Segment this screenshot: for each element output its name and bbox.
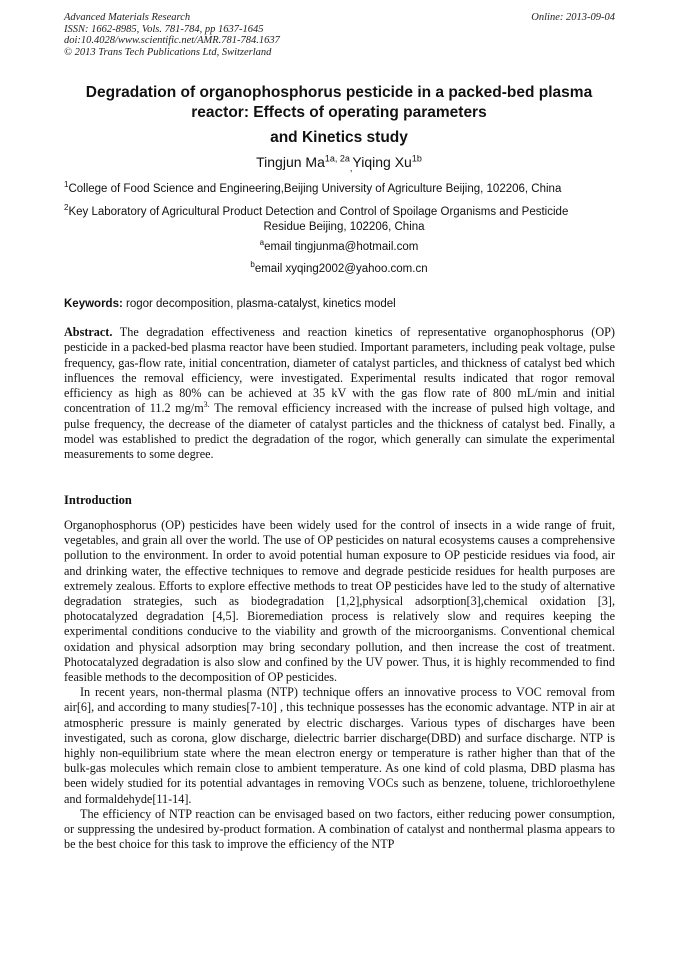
affiliation-1-text: College of Food Science and Engineering,Beijing University of Agriculture Beijing, 102206, China [68,183,562,195]
email-1 [0,238,678,253]
email-1-mark: a [259,238,265,248]
author-2: Yiqing Xu [352,154,412,170]
journal-name: Advanced Materials Research [64,12,191,23]
email-1-text[interactable]: email tingjunma@hotmail.com [264,241,419,253]
affiliation-2-line-2: Residue Beijing, 102206, China [263,221,425,233]
abstract-text-1: The degradation effectiveness and reaction kinetics of representative organophosphorus (OP) pesticide in a packed-bed plasma reactor have been studied. Important parameters, including peak voltage, pulse frequency, gas-flow rate, initial concentration, diameter of catalyst particles, and thickness of catalyst bed which influences the removal efficiency, were investigated. Experimental results indicated that rogor removal efficiency as high as 80% can be achieved at 35 kV with the gas flow rate of 800 mL/min and initial concentration of 11.2 mg/m [64,325,615,416]
affiliation-2 [64,205,624,235]
copyright-line: © 2013 Trans Tech Publications Ltd, Switzerland [64,46,272,58]
introduction-heading: Introduction [64,493,132,507]
email-2 [0,260,678,275]
paper-title [40,83,638,148]
email-2-text[interactable]: email xyqing2002@yahoo.com.cn [254,263,428,275]
abstract-superscript: 3. [203,400,210,410]
keywords-label: Keywords: [64,298,123,310]
title-line-2: reactor: Effects of operating parameters [191,103,487,121]
affiliation-1-mark: 1 [64,180,69,190]
author-1: Tingjun Ma [256,154,325,170]
author-separator: , [349,162,353,173]
introduction-paragraph-3: The efficiency of NTP reaction can be envisaged based on two factors, either reducing power consumption, or suppressing the undesired by-product formation. A combination of catalyst and nonthermal plasma appears to be the best choice for this task to improve the efficiency of the NTP [64,806,615,852]
title-line-1: Degradation of organophosphorus pesticide in a packed-bed plasma [85,84,593,101]
email-2-mark: b [250,260,255,270]
abstract-text-2: The removal efficiency increased with the increase of pulsed high voltage, and pulse frequency, the decrease of the diameter of catalyst particles and the thickness of catalyst bed. Finally, a model was established to predict the degradation of the rogor, which generally can simulate the experimental measurements to some degree. [64,401,615,462]
keywords-text: rogor decomposition, plasma-catalyst, kinetics model [122,298,396,310]
online-date: Online: 2013-09-04 [531,12,615,23]
issn-line: ISSN: 1662-8985, Vols. 781-784, pp 1637-1645 [64,23,264,35]
affiliation-2-line-1: Key Laboratory of Agricultural Product Detection and Control of Spoilage Organisms and Pesticide [68,206,569,218]
title-line-3: and Kinetics study [270,129,408,146]
keywords [64,298,620,310]
author-1-affiliation-mark: 1a, 2a [324,153,350,164]
abstract-label: Abstract. [64,325,113,339]
affiliation-1 [64,182,620,197]
author-2-affiliation-mark: 1b [411,153,422,164]
journal-header [64,12,615,58]
author-list [0,154,678,173]
affiliation-2-mark: 2 [64,203,69,213]
doi-line: doi:10.4028/www.scientific.net/AMR.781-784.1637 [64,35,280,46]
introduction-paragraph-1: Organophosphorus (OP) pesticides have been widely used for the control of insects in a wide range of fruit, vegetables, and grain all over the world. The use of OP pesticides on natural ecosystems causes a comprehensive pollution to the environment. In order to avoid potential human exposure to OP pesticide residues via food, air and drinking water, the effective techniques to remove and degrade pesticide residues for health purposes are extremely zealous. Efforts to explore effective methods to treat OP pesticides have led to the study of alternative degradation strategies, such as biodegradation [1,2],physical adsorption[3],chemical oxidation [3], photocatalyzed degradation [4,5]. Bioremediation process is relatively slow and requires keeping the experimental conditions conducive to the viability and growth of the microorganisms. Conventional chemical oxidation and physical adsorption may bring secondary pollution, and then increase the cost of treatment. Photocatalyzed degradation is also slow and confined by the UV power. Thus, it is highly recommended to find feasible methods to the decomposition of OP pesticides. [64,518,615,685]
abstract [64,325,615,463]
introduction-paragraph-2: In recent years, non-thermal plasma (NTP) technique offers an innovative process to VOC removal from air[6], and according to many studies[7-10] , this technique possesses has the economic advantage. NTP in air at atmospheric pressure is mainly generated by electric discharges. Various types of discharges have been investigated, such as corona, glow discharge, dielectric barrier discharge(DBD) and surface discharge. NTP is highly non-equilibrium state where the mean electron energy or temperature is rather higher than that of the bulk-gas molecules which remain close to ambient temperature. As one kind of cold plasma, DBD plasma has been widely studied for its potential advantages in removing VOCs such as benzene, toluene, trichloroethylene and formaldehyde[11-14]. [64,685,615,806]
introduction-body [64,518,615,852]
